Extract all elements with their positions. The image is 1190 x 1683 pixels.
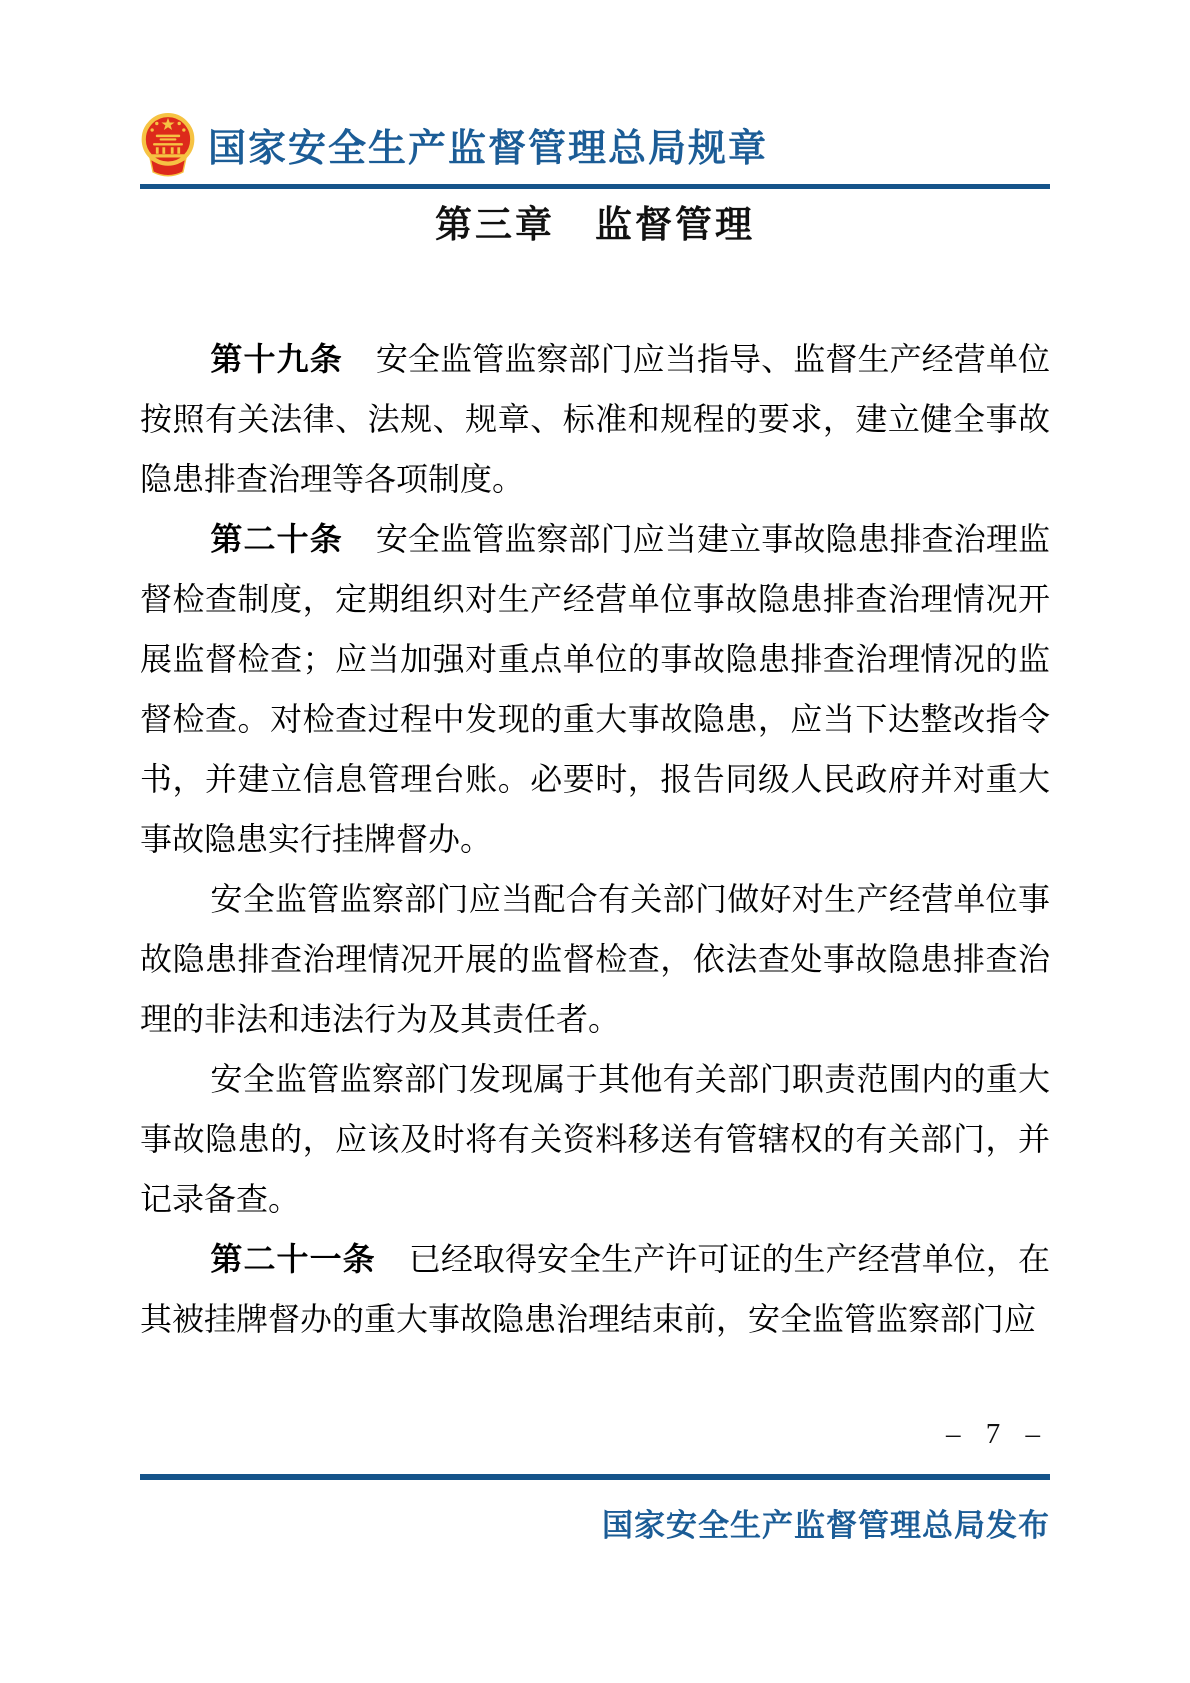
page-header <box>140 0 1050 178</box>
header-title: 国家安全生产监督管理总局规章 <box>208 127 769 170</box>
page-number: – 7 – <box>946 1418 1042 1450</box>
footer-publisher: 国家安全生产监督管理总局发布 <box>602 1508 1050 1543</box>
header-divider <box>140 184 1050 189</box>
document-body <box>140 329 1050 1349</box>
article-21-text: 已经取得安全生产许可证的生产经营单位，在其被挂牌督办的重大事故隐患治理结束前，安全监管监察部门应 <box>140 1241 1050 1337</box>
article-20-text: 安全监管监察部门应当建立事故隐患排查治理监督检查制度，定期组织对生产经营单位事故隐患排查治理情况开展监督检查；应当加强对重点单位的事故隐患排查治理情况的监督检查。对检查过程中发现的重大事故隐患，应当下达整改指令书，并建立信息管理台账。必要时，报告同级人民政府并对重大事故隐患实行挂牌督办。 <box>140 521 1050 857</box>
footer-divider <box>140 1474 1050 1480</box>
national-emblem-icon <box>140 110 196 178</box>
article-20-clause-2-text: 安全监管监察部门应当配合有关部门做好对生产经营单位事故隐患排查治理情况开展的监督检查，依法查处事故隐患排查治理的非法和违法行为及其责任者。 <box>140 881 1050 1037</box>
paragraph-article-19 <box>140 329 1050 509</box>
article-21-number: 第二十一条 <box>210 1241 376 1277</box>
article-19-text: 安全监管监察部门应当指导、监督生产经营单位按照有关法律、法规、规章、标准和规程的要求，建立健全事故隐患排查治理等各项制度。 <box>140 341 1050 497</box>
article-19-number: 第十九条 <box>210 341 343 377</box>
paragraph-article-20-clause-3 <box>140 1049 1050 1229</box>
chapter-title: 第三章 监督管理 <box>435 204 755 245</box>
article-20-clause-3-text: 安全监管监察部门发现属于其他有关部门职责范围内的重大事故隐患的，应该及时将有关资料移送有管辖权的有关部门，并记录备查。 <box>140 1061 1050 1217</box>
article-20-number: 第二十条 <box>210 521 343 557</box>
paragraph-article-20-clause-2 <box>140 869 1050 1049</box>
paragraph-article-21 <box>140 1229 1050 1349</box>
paragraph-article-20 <box>140 509 1050 869</box>
